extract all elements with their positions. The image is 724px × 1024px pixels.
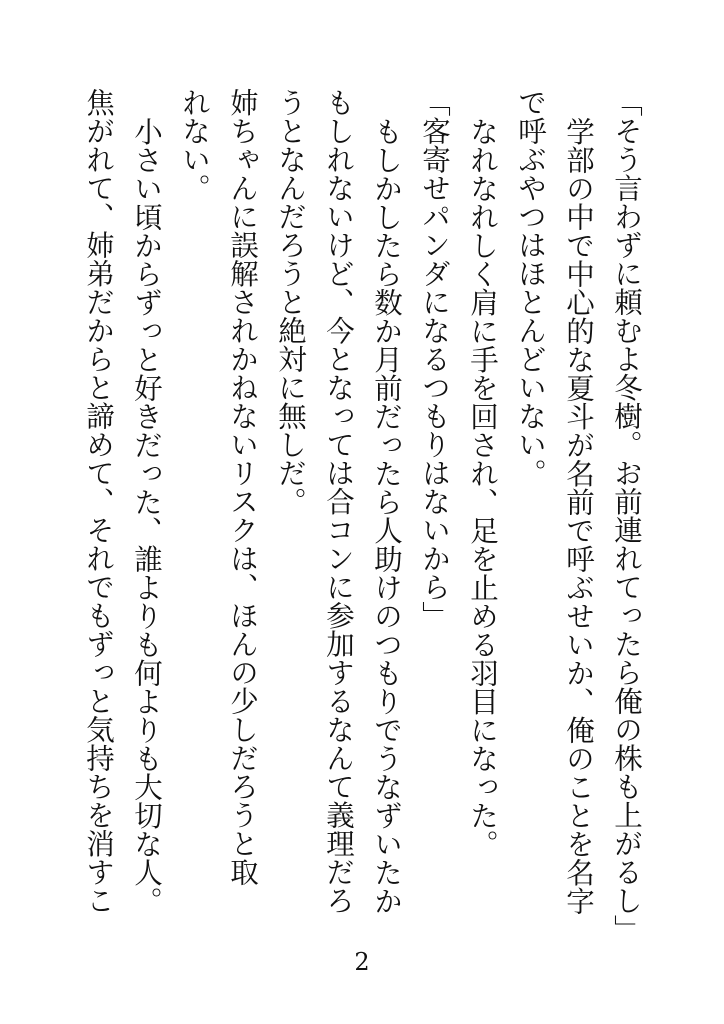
text-line: れない。 bbox=[178, 88, 211, 202]
text-line: 学部の中で中心的な夏斗が名前で呼ぶせいか、俺のことを名字 bbox=[562, 116, 595, 915]
page-number: 2 bbox=[354, 948, 370, 976]
text-line: 小さい頃からずっと好きだった、誰よりも何よりも大切な人。 bbox=[130, 116, 163, 915]
vertical-text-body bbox=[74, 88, 650, 958]
text-line: なれなれしく肩に手を回され、足を止める羽目になった。 bbox=[466, 116, 499, 858]
text-line: で呼ぶやつはほとんどいない。 bbox=[514, 88, 547, 487]
text-line: もしかしたら数か月前だったら人助けのつもりでうなずいたか bbox=[370, 116, 403, 915]
text-line: うとなんだろうと絶対に無しだ。 bbox=[274, 88, 307, 516]
text-line: 姉ちゃんに誤解されかねないリスクは、ほんの少しだろうと取 bbox=[226, 88, 259, 886]
text-line: もしれないけど、今となっては合コンに参加するなんて義理だろ bbox=[322, 88, 355, 915]
text-line: 「客寄せパンダになるつもりはないから」 bbox=[418, 88, 451, 630]
text-line: 「そう言わずに頼むよ冬樹。お前連れてったら俺の株も上がるし」 bbox=[610, 88, 643, 943]
text-line: 焦がれて、姉弟だからと諦めて、それでもずっと気持ちを消すこ bbox=[82, 88, 115, 915]
